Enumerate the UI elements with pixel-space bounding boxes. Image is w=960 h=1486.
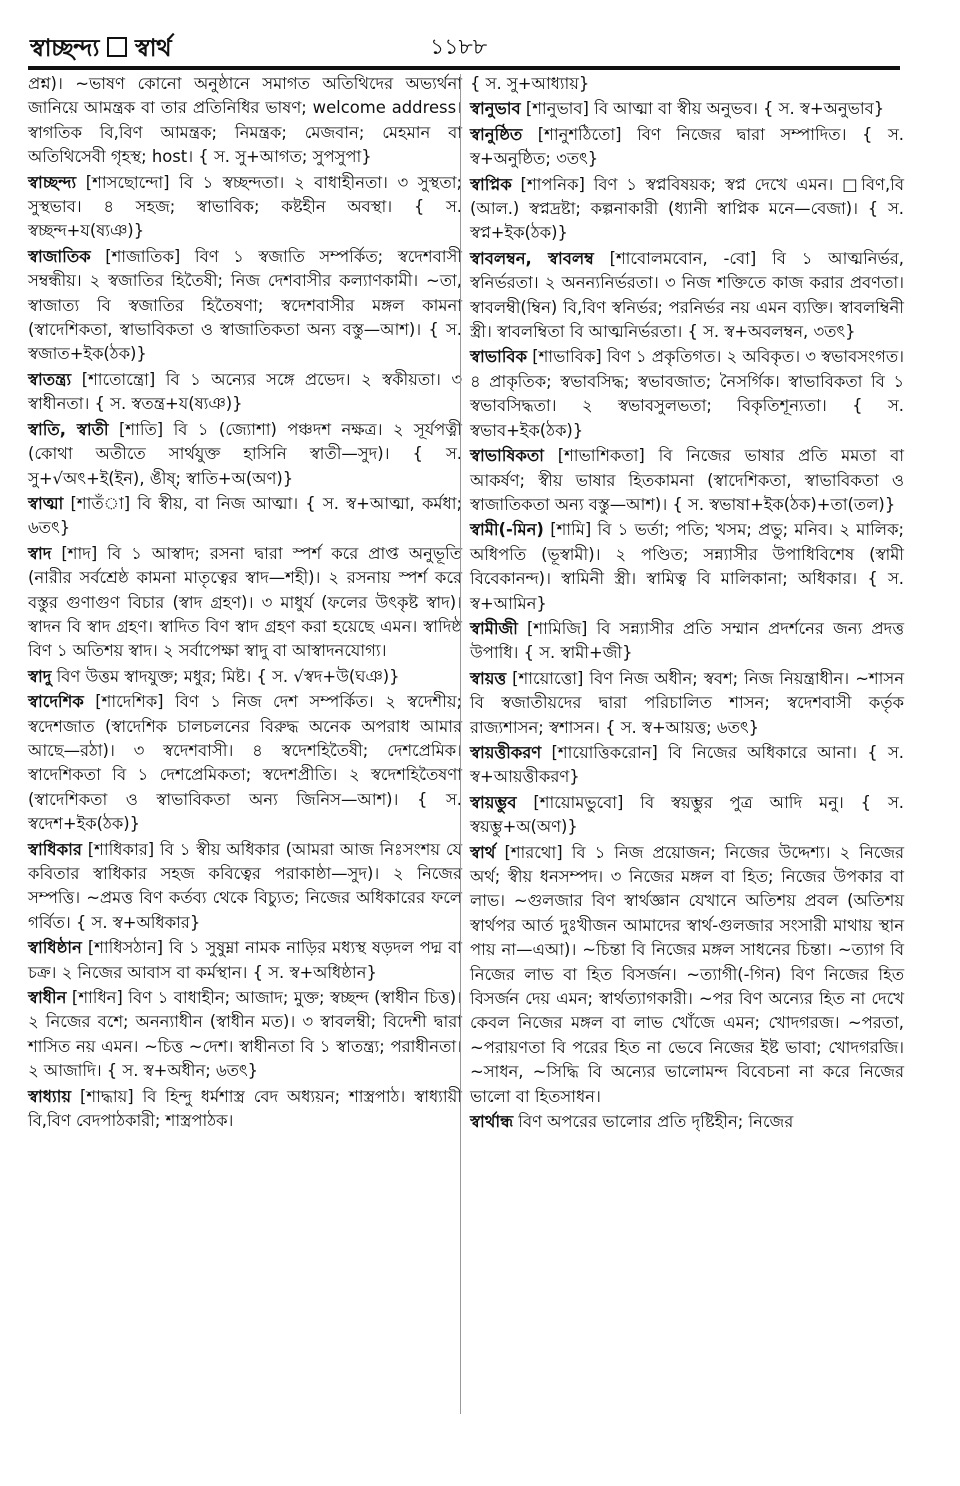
dictionary-entry [470, 72, 904, 96]
entry-definition: [শামি] বি ১ ভর্তা; পতি; খসম; প্রভু; মনিব। ২ মালিক; অধিপতি (ভূস্বামী)। ২ পণ্ডিত; সন্ন্যাসীর উপাধিবিশেষ (স্বামী বিবেকানন্দ)। স্বামিনী স্ত্রী। স্বামিত্ব বি মালিকানা; অধিকার। { স. স্ব+আমিন} [470, 520, 904, 613]
entry-headword: স্বাপ্নিক [470, 174, 512, 194]
dictionary-entry [470, 123, 904, 172]
entry-headword: স্বামীজী [470, 618, 518, 638]
entry-definition: [শায়োমভুবো] বি স্বয়ম্ভুর পুত্র আদি মনু। { স. স্বয়ম্ভু+অ(অণ)} [470, 792, 904, 837]
entry-definition: [শানুভাব] বি আত্মা বা স্বীয় অনুভব। { স. স্ব+অনুভাব} [525, 99, 885, 119]
entry-definition: [শারথো] বি ১ নিজ প্রয়োজন; নিজের উদ্দেশ্য। ২ নিজের অর্থ; স্বীয় ধনসম্পদ। ৩ নিজের মঙ্গল বা হিত; নিজের উপকার বা লাভ। ~গুলজার বিণ স্বার্থজ্ঞান যেখানে অতিশয় প্রবল (অতিশয় স্বার্থপর আর্ত দুঃখীজন আমাদের স্বার্থ-গুলজার সংসারী মাথায় স্থান পায় না—এআ)। ~চিন্তা বি নিজের মঙ্গল সাধনের চিন্তা। ~ত্যাগ বি নিজের লাভ বা হিত বিসর্জন। ~ত্যাগী(-গিন) বিণ নিজের হিত বিসর্জন দেয় এমন; স্বার্থত্যাগকারী। ~পর বিণ অন্যের হিত না দেখে কেবল নিজের মঙ্গল বা লাভ খোঁজে এমন; খোদগরজ। ~পরতা, ~পরায়ণতা বি পরের হিত না ভেবে নিজের ইষ্ট ভাবা; খোদগরজি। ~সাধন, ~সিদ্ধি বি অন্যের ভালোমন্দ বিবেচনা না করে নিজের ভালো বা হিতসাধন। [470, 842, 904, 1106]
dictionary-entry [28, 368, 462, 417]
entry-definition: [শাসছোন্দো] বি ১ স্বচ্ছন্দতা। ২ বাধাহীনতা। ৩ সুস্থতা; সুস্থভাব। ৪ সহজ; স্বাভাবিক; কষ্টহীন অবস্থা। { স. স্বচ্ছন্দ+য(ষ্যঞ)} [28, 172, 462, 241]
dictionary-entry [470, 173, 904, 246]
entry-definition: [শায়োত্তো] বিণ নিজ অধীন; স্ববশ; নিজ নিয়ন্ত্রাধীন। ~শাসন বি স্বজাতীয়দের দ্বারা পরিচালিত শাসন; স্বদেশবাসী কর্তৃক রাজ্যশাসন; স্বশাসন। { স. স্ব+আয়ত্ত; ৬তৎ} [470, 668, 904, 737]
dictionary-entry [470, 617, 904, 666]
dictionary-entry [28, 542, 462, 664]
entry-headword: স্বার্থান্ধ [470, 1112, 514, 1132]
entry-headword: স্বায়ম্ভুব [470, 792, 517, 812]
entry-definition: { স. সু+আধ্যায়} [470, 74, 590, 93]
dictionary-entry [28, 690, 462, 836]
dictionary-entry [28, 171, 462, 244]
entry-headword: স্বামী(-মিন) [470, 520, 544, 540]
entry-headword: স্বাত্মা [28, 493, 64, 513]
entry-headword: স্বাধিকার [28, 839, 82, 859]
entry-definition: প্রশ্ন)। ~ভাষণ কোনো অনুষ্ঠানে সমাগত অতিথিদের অভ্যর্থনা জানিয়ে আমন্ত্রক বা তার প্রতিনিধির ভাষণ; welcome address। স্বাগতিক বি,বিণ আমন্ত্রক; নিমন্ত্রক; মেজবান; মেহমান বা অতিথিসেবী গৃহস্থ; host। { স. সু+আগত; সুপসুপা} [28, 74, 462, 167]
entry-headword: স্বাদ [28, 543, 52, 563]
entry-headword: স্বাভাবিক [470, 347, 527, 367]
dictionary-entry [470, 247, 904, 345]
entry-definition: [শাদ] বি ১ আস্বাদ; রসনা দ্বারা স্পর্শ করে প্রাপ্ত অনুভূতি (নারীর সর্বশ্রেষ্ঠ কামনা মাতৃত্বের স্বাদ—শহী)। ২ রসনায় স্পর্শ করে বস্তুর গুণাগুণ বিচার (স্বাদ গ্রহণ)। ৩ মাধুর্য (ফলের উৎকৃষ্ট স্বাদ)। স্বাদন বি স্বাদ গ্রহণ। স্বাদিত বিণ স্বাদ গ্রহণ করা হয়েছে এমন। স্বাদিষ্ঠ বিণ ১ অতিশয় স্বাদ। ২ সর্বাপেক্ষা স্বাদু বা আস্বাদনযোগ্য। [28, 543, 463, 661]
entry-headword: স্বায়ত্ত [470, 668, 507, 688]
entry-definition: [শাপনিক] বিণ ১ স্বপ্নবিষয়ক; স্বপ্ন দেখে এমন। □বিণ,বি (আল.) স্বপ্নদ্রষ্টা; কল্পনাকারী (ধ্যানী স্বাপ্নিক মনে—বেজা)। { স. স্বপ্ন+ইক(ঠক)} [470, 174, 904, 243]
entry-definition: [শাবোলমবোন, -বো] বি ১ আত্মনির্ভর, স্বনির্ভরতা। ২ অনন্যনির্ভরতা। ৩ নিজ শক্তিতে কাজ করার প্রবণতা। স্বাবলম্বী(ম্বিন) বি,বিণ স্বনির্ভর; পরনির্ভর নয় এমন ব্যক্তি। স্বাবলম্বিনী স্ত্রী। স্বাবলম্বিতা বি আত্মনির্ভরতা। { স. স্ব+অবলম্বন, ৩তৎ} [470, 248, 904, 342]
entry-headword: স্বাধ্যায় [28, 1086, 72, 1106]
entry-definition: [শাভাবিক] বিণ ১ প্রকৃতিগত। ২ অবিকৃত। ৩ স্বভাবসংগত। ৪ প্রাকৃতিক; স্বভাবসিদ্ধ; স্বভাবজাত; নৈসর্গিক। স্বাভাবিকতা বি ১ স্বভাবসিদ্ধতা। ২ স্বভাবসুলভতা; বিকৃতিশূন্যতা। { স. স্বভাব+ইক(ঠক)} [470, 347, 905, 440]
entry-definition: [শাধিন] বিণ ১ বাধাহীন; আজাদ; মুক্ত; স্বচ্ছন্দ (স্বাধীন চিত্ত)। ২ নিজের বশে; অনন্যাধীন (স্বাধীন মত)। ৩ স্বাবলম্বী; বিদেশী দ্বারা শাসিত নয় এমন। ~চিত্ত ~দেশ। স্বাধীনতা বি ১ স্বাতন্ত্র্য; পরাধীনতা। ২ আজাদি। { স. স্ব+অধীন; ৬তৎ} [28, 988, 462, 1081]
entry-headword: স্বাজাতিক [28, 246, 91, 266]
entry-headword: স্বার্থ [470, 842, 496, 862]
entry-headword: স্বাধিষ্ঠান [28, 938, 82, 958]
dictionary-entry [470, 667, 904, 740]
dictionary-entry [470, 444, 904, 517]
dictionary-entry [28, 245, 462, 367]
entry-definition: [শাভাশিকতা] বি নিজের ভাষার প্রতি মমতা বা আকর্ষণ; স্বীয় ভাষার হিতকামনা (স্বাদেশিকতা, স্বাভাবিকতা ও স্বাজাতিকতা অন্য বস্তু—আশ)। { স. স্বভাষা+ইক(ঠক)+তা(তল)} [470, 446, 905, 514]
entry-headword: স্বাচ্ছন্দ্য [28, 172, 77, 192]
dictionary-entry [470, 345, 904, 443]
dictionary-entry [28, 418, 462, 491]
left-column [28, 72, 462, 1134]
dictionary-entry [28, 72, 462, 170]
entry-headword: স্বাদেশিক [28, 692, 84, 712]
entry-headword: স্বাতি, স্বাতী [28, 419, 109, 439]
entry-definition: বিণ উত্তম স্বাদযুক্ত; মধুর; মিষ্ট। { স. √স্বদ+উ(ঘঞ)} [56, 666, 400, 686]
entry-definition: [শাজাতিক] বিণ ১ স্বজাতি সম্পর্কিত; স্বদেশবাসী সম্বন্ধীয়। ২ স্বজাতির হিতৈষী; নিজ দেশবাসীর কল্যাণকামী। ~তা, স্বাজাত্য বি স্বজাতির হিতৈষণা; স্বদেশবাসীর মঙ্গল কামনা (স্বাদেশিকতা, স্বাভাবিকতা ও স্বাজাতিকতা অন্য বস্তু—আশ)। { স. স্বজাত+ইক(ঠক)} [28, 246, 462, 364]
dictionary-entry [28, 986, 462, 1084]
column-divider [460, 74, 461, 1414]
entry-headword: স্বাতন্ত্র্য [28, 369, 72, 389]
entry-headword: স্বাধীন [28, 988, 67, 1008]
guide-first-word: স্বাচ্ছন্দ্য [30, 34, 100, 62]
dictionary-entry [470, 791, 904, 840]
entry-definition: [শানুশঠিতো] বিণ নিজের দ্বারা সম্পাদিত। { স. স্ব+অনুষ্ঠিত; ৩তৎ} [470, 124, 904, 169]
entry-definition: [শাধিকার] বি ১ স্বীয় অধিকার (আমরা আজ নিঃসংশয় যে কবিতার স্বাধিকার সহজ কবিত্বের পরাকাষ্ঠা—সুদ)। ২ নিজের সম্পত্তি। ~প্রমত্ত বিণ কর্তব্য থেকে বিচ্যুত; নিজের অধিকারের ফলে গর্বিত। { স. স্ব+অধিকার} [28, 839, 463, 932]
entry-headword: স্বাভাষিকতা [470, 446, 544, 466]
page-number: ১১৮৮ [430, 35, 488, 60]
entry-definition: [শাদেশিক] বিণ ১ নিজ দেশ সম্পর্কিত। ২ স্বদেশীয়; স্বদেশজাত (স্বাদেশিক চালচলনের বিরুদ্ধ অনেক অপরাধ আমার আছে—রঠা)। ৩ স্বদেশবাসী। ৪ স্বদেশহিতৈষী; দেশপ্রেমিক। স্বাদেশিকতা বি ১ দেশপ্রেমিকতা; স্বদেশপ্রীতি। ২ স্বদেশহিতৈষণা (স্বাদেশিকতা ও স্বাভাবিকতা অন্য জিনিস—আশ)। { স. স্বদেশ+ইক(ঠক)} [28, 692, 462, 834]
guide-last-word: স্বার্থ [135, 34, 172, 62]
entry-headword: স্বায়ত্তীকরণ [470, 742, 542, 762]
entry-definition: [শাতি] বি ১ (জ্যোশা) পঞ্চদশ নক্ষত্র। ২ সূর্যপত্নী (কোথা অতীতে সার্থযুক্ত হাসিনি স্বাতী—সুদ)। { স. সু+√অৎ+ই(ইন), ঙীষ্; স্বাতি+অ(অণ)} [28, 419, 462, 488]
entry-definition: [শাতঁা] বি স্বীয়, বা নিজ আত্মা। { স. স্ব+আত্মা, কর্মধা; ৬তৎ} [28, 493, 462, 538]
dictionary-entry [470, 1110, 904, 1134]
dictionary-entry [28, 665, 462, 689]
entry-headword: স্বাবলম্বন, স্বাবলম্ব [470, 248, 594, 268]
entry-definition: [শাতোন্ত্রো] বি ১ অন্যের সঙ্গে প্রভেদ। ২ স্বকীয়তা। ৩ স্বাধীনতা। { স. স্বতন্ত্র+য(ষ্যঞ)} [28, 369, 462, 414]
dictionary-entry [28, 1085, 462, 1134]
right-column [470, 72, 904, 1135]
dictionary-entry [28, 492, 462, 541]
dictionary-entry [470, 518, 904, 616]
dictionary-entry [470, 97, 904, 121]
entry-definition: [শাদ্ধায়] বি হিন্দু ধর্মশাস্ত্র বেদ অধ্যয়ন; শাস্ত্রপাঠ। স্বাধ্যায়ী বি,বিণ বেদপাঠকারী; শাস্ত্রপাঠক। [28, 1086, 462, 1131]
separator-box-icon [107, 37, 127, 57]
dictionary-entry [28, 936, 462, 985]
dictionary-entry [470, 741, 904, 790]
header-rule [28, 66, 900, 70]
entry-headword: স্বানুভাব [470, 99, 521, 119]
entry-definition: [শায়োত্তিকরোন] বি নিজের অধিকারে আনা। { স. স্ব+আয়ত্তীকরণ} [470, 742, 905, 787]
dictionary-entry [28, 838, 462, 936]
entry-definition: [শামিজি] বি সন্ন্যাসীর প্রতি সম্মান প্রদর্শনের জন্য প্রদত্ত উপাধি। { স. স্বামী+জী} [470, 618, 904, 663]
entry-headword: স্বানুষ্ঠিত [470, 124, 523, 144]
entry-definition: [শাধিসঠান] বি ১ সুষুম্না নামক নাড়ির মধ্যস্থ ষড়দল পদ্ম বা চক্র। ২ নিজের আবাস বা কর্মস্থান। { স. স্ব+অধিষ্ঠান} [28, 938, 462, 982]
entry-definition: বিণ অপরের ভালোর প্রতি দৃষ্টিহীন; নিজের [518, 1112, 794, 1132]
header-guide-words [30, 30, 171, 70]
dictionary-entry [470, 841, 904, 1109]
entry-headword: স্বাদু [28, 666, 52, 686]
